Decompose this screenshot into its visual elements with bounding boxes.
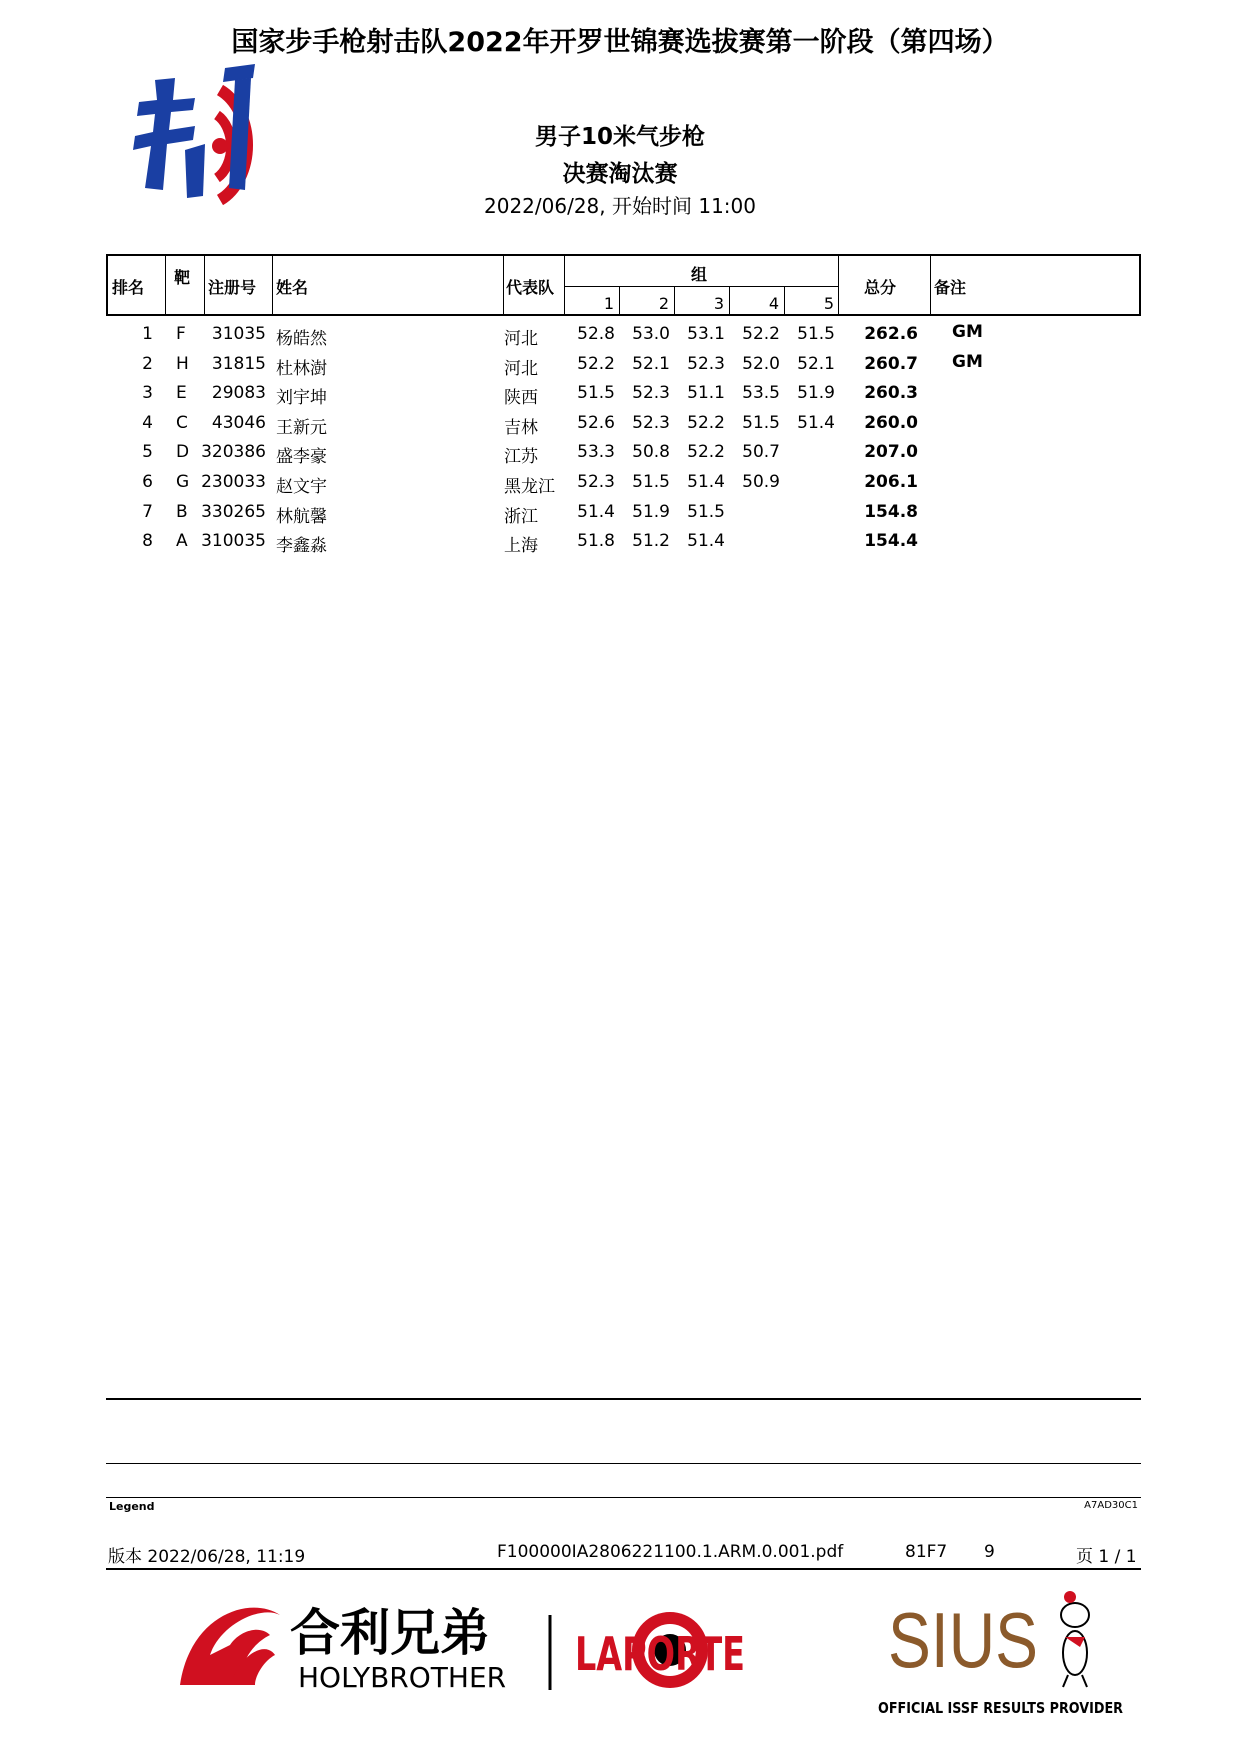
version-info: 版本 2022/06/28, 11:19 xyxy=(108,1547,306,1567)
target-cell: A xyxy=(176,531,188,552)
team-cell: 吉林 xyxy=(504,417,538,438)
athlete-name-cell: 杜林澍 xyxy=(276,358,327,379)
target-cell: F xyxy=(176,324,186,344)
total-score-cell: 260.3 xyxy=(864,383,918,404)
athlete-name-cell: 盛李豪 xyxy=(276,447,327,468)
reg-no-cell: 330265 xyxy=(201,501,266,522)
series-number: 5 xyxy=(823,294,834,313)
series-score-cell: 51.5 xyxy=(632,472,670,492)
series-score-cell: 51.9 xyxy=(632,501,670,522)
rank-cell: 4 xyxy=(142,412,153,433)
series-score-cell: 52.6 xyxy=(577,412,615,433)
mascot-icon xyxy=(1061,1591,1089,1687)
series-score-cell: 52.2 xyxy=(577,353,615,374)
series-score-cell: 52.3 xyxy=(687,353,725,374)
results-table-header xyxy=(106,254,1141,316)
series-number: 1 xyxy=(603,294,614,313)
target-cell: G xyxy=(176,472,190,492)
reg-no-cell: 43046 xyxy=(211,412,266,433)
laporte-text: LAPORTE xyxy=(575,1627,745,1681)
sponsor-logos xyxy=(170,1575,1130,1735)
total-score-cell: 154.4 xyxy=(864,531,918,552)
athlete-name-cell: 李鑫淼 xyxy=(276,536,327,557)
series-score-cell: 50.7 xyxy=(742,442,780,463)
col-remarks: 备注 xyxy=(934,278,967,297)
athlete-name-cell: 赵文宇 xyxy=(276,477,327,497)
table-row xyxy=(106,527,1141,556)
series-score-cell: 53.1 xyxy=(687,324,725,344)
team-cell: 浙江 xyxy=(504,506,538,527)
col-target: 靶 xyxy=(174,268,191,287)
series-score-cell: 52.1 xyxy=(632,353,670,374)
sius-tagline: OFFICIAL ISSF RESULTS PROVIDER xyxy=(878,1699,1124,1717)
target-cell: C xyxy=(176,412,188,433)
col-name: 姓名 xyxy=(276,278,309,297)
reference-code: 81F7 xyxy=(905,1542,948,1562)
col-team: 代表队 xyxy=(506,278,555,297)
series-score-cell: 51.9 xyxy=(797,383,835,404)
series-score-cell: 52.0 xyxy=(742,353,780,374)
footer-divider xyxy=(106,1398,1141,1400)
series-score-cell: 51.8 xyxy=(577,531,615,552)
rank-cell: 7 xyxy=(142,501,153,522)
series-score-cell: 51.4 xyxy=(687,531,725,552)
footer-divider xyxy=(106,1463,1141,1464)
footer-divider xyxy=(106,1497,1141,1498)
remark-cell: GM xyxy=(952,322,983,342)
table-row xyxy=(106,409,1141,438)
series-score-cell: 52.3 xyxy=(632,383,670,404)
file-name: F100000IA2806221100.1.ARM.0.001.pdf xyxy=(497,1542,844,1562)
reg-no-cell: 31815 xyxy=(211,353,266,374)
table-row xyxy=(106,350,1141,379)
series-score-cell: 52.2 xyxy=(687,412,725,433)
series-score-cell: 52.3 xyxy=(632,412,670,433)
athlete-name-cell: 刘宇坤 xyxy=(276,388,327,409)
target-cell: E xyxy=(176,383,187,404)
team-cell: 河北 xyxy=(504,358,538,379)
reference-number: 9 xyxy=(984,1542,995,1562)
rank-cell: 8 xyxy=(142,531,153,552)
rank-cell: 1 xyxy=(142,324,153,344)
series-score-cell: 51.2 xyxy=(632,531,670,552)
table-row xyxy=(106,320,1141,349)
table-row xyxy=(106,468,1141,497)
sius-logo xyxy=(878,1591,1123,1717)
series-number: 4 xyxy=(768,294,779,313)
holybrother-cn-text: 合利兄弟 xyxy=(290,1604,490,1662)
rank-cell: 6 xyxy=(142,472,153,492)
series-number: 3 xyxy=(713,294,724,313)
target-cell: D xyxy=(176,442,190,463)
legend-label: Legend xyxy=(109,1500,155,1513)
series-score-cell: 51.5 xyxy=(577,383,615,404)
target-cell: B xyxy=(176,501,188,522)
series-score-cell: 52.3 xyxy=(577,472,615,492)
event-title: 男子10米气步枪 xyxy=(534,124,705,150)
stage-title: 决赛淘汰赛 xyxy=(562,161,678,187)
total-score-cell: 207.0 xyxy=(864,442,918,463)
team-cell: 河北 xyxy=(504,329,538,349)
reg-no-cell: 230033 xyxy=(201,472,266,492)
remark-cell: GM xyxy=(952,351,983,372)
series-score-cell: 52.8 xyxy=(577,324,615,344)
col-series: 组 xyxy=(691,265,708,284)
team-cell: 陕西 xyxy=(504,388,538,409)
series-score-cell: 51.5 xyxy=(742,412,780,433)
series-score-cell: 51.4 xyxy=(687,472,725,492)
series-score-cell: 52.1 xyxy=(797,353,835,374)
series-score-cell: 51.4 xyxy=(577,501,615,522)
reg-no-cell: 29083 xyxy=(211,383,266,404)
series-score-cell: 51.5 xyxy=(797,324,835,344)
reg-no-cell: 310035 xyxy=(201,531,266,552)
col-rank: 排名 xyxy=(112,278,145,297)
team-cell: 江苏 xyxy=(504,447,538,468)
total-score-cell: 154.8 xyxy=(864,501,918,522)
athlete-name-cell: 杨皓然 xyxy=(276,329,327,349)
rank-cell: 3 xyxy=(142,383,153,404)
series-score-cell: 53.0 xyxy=(632,324,670,344)
series-number: 2 xyxy=(658,294,669,313)
series-score-cell: 51.4 xyxy=(797,412,835,433)
series-score-cell: 50.9 xyxy=(742,472,780,492)
holybrother-en-text: HOLYBROTHER xyxy=(298,1661,507,1694)
col-reg-no: 注册号 xyxy=(208,278,257,297)
series-score-cell: 52.2 xyxy=(687,442,725,463)
athlete-name-cell: 王新元 xyxy=(276,417,327,438)
series-score-cell: 52.2 xyxy=(742,324,780,344)
rank-cell: 2 xyxy=(142,353,153,374)
team-cell: 黑龙江 xyxy=(504,477,555,497)
athlete-name-cell: 林航馨 xyxy=(276,506,327,527)
team-cell: 上海 xyxy=(504,536,538,557)
table-row xyxy=(106,438,1141,467)
total-score-cell: 206.1 xyxy=(864,472,918,492)
total-score-cell: 260.0 xyxy=(864,412,918,433)
col-total: 总分 xyxy=(864,278,897,297)
page-title: 国家步手枪射击队2022年开罗世锦赛选拔赛第一阶段（第四场） xyxy=(231,27,1009,58)
series-score-cell: 51.1 xyxy=(687,383,725,404)
rank-cell: 5 xyxy=(142,442,153,463)
table-row xyxy=(106,379,1141,408)
series-score-cell: 53.3 xyxy=(577,442,615,463)
reg-no-cell: 320386 xyxy=(201,442,266,463)
table-row xyxy=(106,498,1141,527)
holybrother-logo xyxy=(180,1604,506,1694)
series-score-cell: 53.5 xyxy=(742,383,780,404)
series-score-cell: 51.5 xyxy=(687,501,725,522)
laporte-logo xyxy=(575,1612,745,1688)
total-score-cell: 260.7 xyxy=(864,353,918,374)
reg-no-cell: 31035 xyxy=(211,324,266,344)
series-score-cell: 50.8 xyxy=(632,442,670,463)
target-cell: H xyxy=(176,353,189,374)
document-code: A7AD30C1 xyxy=(1084,1500,1138,1511)
sius-text: SIUS xyxy=(888,1596,1038,1684)
start-time: 2022/06/28, 开始时间 11:00 xyxy=(484,194,756,218)
total-score-cell: 262.6 xyxy=(864,324,918,344)
page-number: 页 1 / 1 xyxy=(1076,1547,1137,1567)
footer-divider xyxy=(106,1568,1141,1570)
